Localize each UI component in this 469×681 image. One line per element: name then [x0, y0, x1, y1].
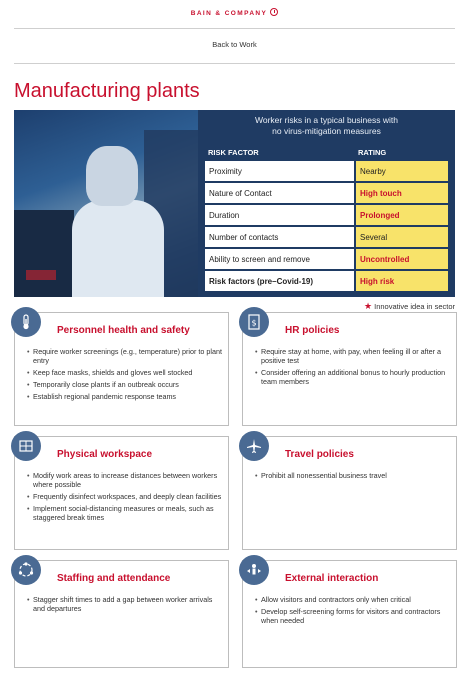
bullet-item: • Modify work areas to increase distances between workers where possible — [27, 471, 222, 489]
bullet-item: • Establish regional pandemic response teams — [27, 392, 222, 401]
card-list — [255, 595, 450, 628]
card-workspace — [14, 436, 229, 550]
risk-factor-header: RISK FACTOR — [208, 148, 259, 157]
bullet-item: • Prohibit all nonessential business travel — [255, 471, 450, 480]
document-dollar-icon — [239, 307, 269, 337]
card-personnel — [14, 312, 229, 426]
risk-panel-heading: Worker risks in a typical business with no virus-mitigation measures — [255, 115, 398, 136]
card-list — [27, 347, 222, 404]
svg-text:$: $ — [251, 318, 257, 328]
airplane-icon — [239, 431, 269, 461]
card-title: Physical workspace — [57, 449, 153, 460]
risk-factor-cell: Risk factors (pre–Covid-19) — [204, 270, 355, 292]
card-title: External interaction — [285, 573, 379, 584]
brand-logo — [0, 8, 469, 17]
risk-panel — [198, 110, 455, 297]
rating-cell: Uncontrolled — [355, 248, 449, 270]
bullet-item: • Temporarily close plants if an outbreak occurs — [27, 380, 222, 389]
back-to-work-link[interactable]: Back to Work — [212, 40, 257, 49]
bullet-item: • Implement social-distancing measures or meals, such as staggered break times — [27, 504, 222, 522]
bullet-item: • Keep face masks, shields and gloves well stocked — [27, 368, 222, 377]
risk-factor-cell: Nature of Contact — [204, 182, 355, 204]
card-list — [27, 595, 222, 616]
card-title: HR policies — [285, 325, 340, 336]
factory-worker-photo — [14, 110, 198, 297]
bullet-item: • Frequently disinfect workspaces, and deeply clean facilities — [27, 492, 222, 501]
people-cycle-icon — [11, 555, 41, 585]
card-list — [255, 471, 450, 483]
hero-section — [14, 110, 455, 297]
card-external — [242, 560, 457, 668]
risk-factor-cell: Duration — [204, 204, 355, 226]
risk-row — [204, 226, 449, 248]
risk-factor-cell: Number of contacts — [204, 226, 355, 248]
risk-factor-cell: Ability to screen and remove — [204, 248, 355, 270]
card-travel — [242, 436, 457, 550]
rating-cell: Nearby — [355, 160, 449, 182]
rating-cell: High risk — [355, 270, 449, 292]
bullet-item: • Allow visitors and contractors only when critical — [255, 595, 450, 604]
workspace-icon — [11, 431, 41, 461]
card-hr — [242, 312, 457, 426]
card-list — [255, 347, 450, 389]
page-title: Manufacturing plants — [14, 80, 200, 102]
bullet-item: • Stagger shift times to add a gap between worker arrivals and departures — [27, 595, 222, 613]
risk-row — [204, 204, 449, 226]
risk-row — [204, 270, 449, 292]
card-list — [27, 471, 222, 525]
nav-divider — [14, 63, 455, 64]
rating-cell: Prolonged — [355, 204, 449, 226]
risk-row — [204, 160, 449, 182]
thermometer-icon — [11, 307, 41, 337]
power-circle-icon — [270, 8, 278, 16]
brand-name: BAIN & COMPANY — [190, 10, 268, 17]
card-staffing — [14, 560, 229, 668]
rating-cell: High touch — [355, 182, 449, 204]
risk-factor-cell: Proximity — [204, 160, 355, 182]
star-icon: ★ — [363, 301, 373, 311]
card-title: Travel policies — [285, 449, 354, 460]
risk-row — [204, 182, 449, 204]
rating-cell: Several — [355, 226, 449, 248]
bullet-item: • Consider offering an additional bonus to hourly production team members — [255, 368, 450, 386]
person-arrows-icon — [239, 555, 269, 585]
rating-header: RATING — [358, 148, 387, 157]
bullet-item: • Require worker screenings (e.g., temperature) prior to plant entry — [27, 347, 222, 365]
bullet-item: • Develop self-screening forms for visitors and contractors when needed — [255, 607, 450, 625]
card-title: Personnel health and safety — [57, 325, 190, 336]
risk-row — [204, 248, 449, 270]
header-divider — [14, 28, 455, 29]
risk-table — [204, 160, 449, 292]
bullet-item: • Require stay at home, with pay, when feeling ill or after a positive test — [255, 347, 450, 365]
innovation-legend: ★ Innovative idea in sector — [363, 301, 455, 311]
card-title: Staffing and attendance — [57, 573, 171, 584]
